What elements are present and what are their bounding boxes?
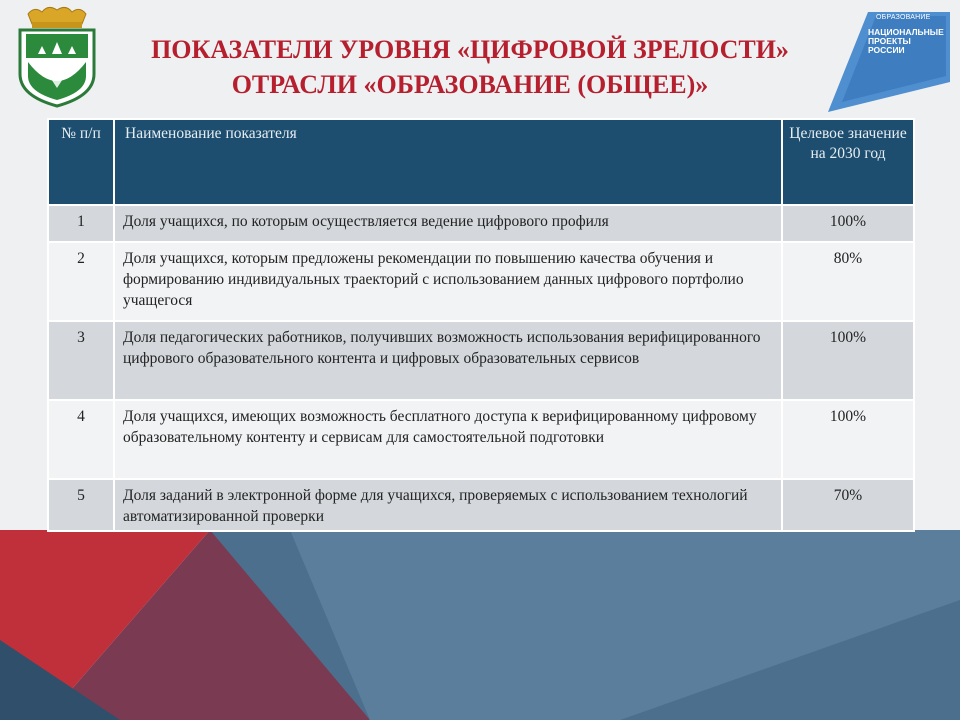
row-number: 3 xyxy=(48,321,114,400)
row-name: Доля учащихся, которым предложены рекомендации по повышению качества обучения и формированию индивидуальных траекторий с использованием данных цифрового портфолио учащегося xyxy=(114,242,782,321)
table-row xyxy=(48,400,914,479)
header-number: № п/п xyxy=(48,119,114,205)
title-line-2: ОТРАСЛИ «ОБРАЗОВАНИЕ (ОБЩЕЕ)» xyxy=(231,70,709,99)
header-name: Наименование показателя xyxy=(114,119,782,205)
row-name: Доля заданий в электронной форме для учащихся, проверяемых с использованием технологий автоматизированной проверки xyxy=(114,479,782,531)
table-row xyxy=(48,321,914,400)
row-number: 4 xyxy=(48,400,114,479)
table-row xyxy=(48,479,914,531)
national-projects-logo-icon xyxy=(828,6,950,112)
row-value: 100% xyxy=(782,205,914,242)
badge-title: НАЦИОНАЛЬНЫЕ ПРОЕКТЫ РОССИИ xyxy=(868,27,944,55)
row-number: 5 xyxy=(48,479,114,531)
title-line-1: ПОКАЗАТЕЛИ УРОВНЯ «ЦИФРОВОЙ ЗРЕЛОСТИ» xyxy=(151,35,789,64)
row-number: 1 xyxy=(48,205,114,242)
table-header-row xyxy=(48,119,914,205)
row-value: 100% xyxy=(782,400,914,479)
row-value: 100% xyxy=(782,321,914,400)
row-number: 2 xyxy=(48,242,114,321)
indicators-table xyxy=(47,118,915,532)
row-value: 80% xyxy=(782,242,914,321)
page-title xyxy=(110,32,830,102)
row-value: 70% xyxy=(782,479,914,531)
row-name: Доля педагогических работников, получивших возможность использования верифицированного цифрового образовательного контента и цифровых образовательных сервисов xyxy=(114,321,782,400)
table-row xyxy=(48,242,914,321)
header-value: Целевое значение на 2030 год xyxy=(782,119,914,205)
row-name: Доля учащихся, имеющих возможность бесплатного доступа к верифицированному цифровому образовательному контенту и сервисам для самостоятельной подготовки xyxy=(114,400,782,479)
coat-of-arms-icon xyxy=(14,4,100,108)
badge-caption: ОБРАЗОВАНИЕ xyxy=(876,14,931,21)
table-row xyxy=(48,205,914,242)
row-name: Доля учащихся, по которым осуществляется ведение цифрового профиля xyxy=(114,205,782,242)
